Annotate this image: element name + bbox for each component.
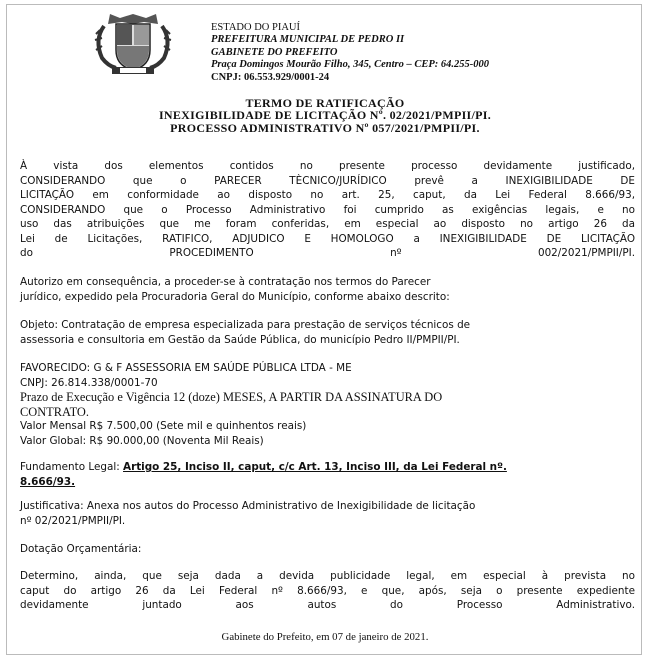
title-line-1: TERMO DE RATIFICAÇÃO: [245, 96, 405, 110]
text-line: nº 02/2021/PMPII/PI.: [20, 514, 126, 527]
text-line: Autorizo em consequência, a proceder-se à contratação nos termos do Parecer: [20, 276, 431, 288]
text-line: CONSIDERANDO que o PARECER TÈCNICO/JURÍDICO prevê a INEXIGIBILIDADE DE: [20, 174, 635, 187]
justification-paragraph: [20, 499, 635, 528]
monthly-value: Valor Mensal R$ 7.500,00 (Sete mil e quinhentos reais): [20, 420, 307, 432]
prefecture-name: PREFEITURA MUNICIPAL DE PEDRO II: [211, 34, 405, 46]
text-line: do PROCEDIMENTO nº 002/2021/PMPII/PI.: [20, 247, 635, 259]
text-line: jurídico, expedido pela Procuradoria Geral do Município, conforme abaixo descrito:: [20, 290, 450, 303]
text-line: Lei de Licitações, RATIFICO, ADJUDICO E HOMOLOGO a INEXIGIBILIDADE DE LICITAÇÃO: [20, 232, 635, 245]
text-line: CONSIDERANDO que o Processo Administrativo foi cumprido as exigências legais, e no: [20, 203, 635, 216]
prefecture-cnpj: CNPJ: 06.553.929/0001-24: [211, 71, 330, 83]
prefecture-address: Praça Domingos Mourão Filho, 345, Centro – CEP: 64.255-000: [211, 59, 489, 71]
text-line: Objeto: Contratação de empresa especializada para prestação de serviços técnicos de: [20, 319, 471, 331]
text-line: uso das atribuições que me foram conferidas, em especial ao disposto no artigo 26 da: [20, 218, 635, 230]
title-line-2: INEXIGIBILIDADE DE LICITAÇÃO Nº. 02/2021/PMPII/PI.: [158, 108, 492, 123]
text-line: À vista dos elementos contidos no presente processo devidamente justificado,: [20, 160, 635, 172]
global-value: Valor Global: R$ 90.000,00 (Noventa Mil Reais): [20, 434, 264, 447]
text-line: Justificativa: Anexa nos autos do Processo Administrativo de Inexigibilidade de licitação: [20, 500, 476, 512]
legal-basis-label: Fundamento Legal:: [20, 461, 124, 473]
text-line: assessoria e consultoria em Gestão da Saúde Pública, do município Pedro II/PMPII/PI.: [20, 333, 460, 346]
object-paragraph: [20, 318, 635, 347]
budget-allocation: Dotação Orçamentária:: [20, 543, 142, 555]
text-line: Determino, ainda, que seja dada a devida publicidade legal, em especial à prevista no: [20, 570, 635, 582]
text-line: LICITAÇÃO em conformidade ao disposto no art. 25, caput, da Lei Federal 8.666/93,: [20, 189, 635, 201]
office-name: GABINETE DO PREFEITO: [211, 46, 338, 58]
term-line-1: Prazo de Execução e Vigência 12 (doze) MESES, A PARTIR DA ASSINATURA DO: [20, 390, 443, 404]
document-title: [0, 97, 650, 134]
text-line: caput do artigo 26 da Lei Federal nº 8.666/93, e que, após, seja o presente expediente: [20, 584, 635, 597]
term-line-2: CONTRATO.: [20, 404, 89, 419]
ratification-paragraph: [20, 159, 635, 261]
text-line: devidamente juntado aos autos do Processo Administrativo.: [20, 599, 635, 611]
state-name: ESTADO DO PIAUÍ: [211, 22, 300, 33]
legal-basis-text-2: 8.666/93.: [20, 475, 76, 488]
signature-place-date: Gabinete do Prefeito, em 07 de janeiro de 2021.: [221, 631, 429, 643]
company-cnpj: CNPJ: 26.814.338/0001-70: [20, 376, 158, 389]
determination-paragraph: [20, 569, 635, 613]
contract-details: [20, 361, 635, 448]
legal-basis: [20, 460, 635, 489]
legal-basis-text-1: Artigo 25, Inciso II, caput, c/c Art. 13, Inciso III, da Lei Federal nº.: [123, 461, 507, 473]
favored-company: FAVORECIDO: G & F ASSESSORIA EM SAÚDE PÚBLICA LTDA - ME: [20, 362, 352, 374]
municipal-coat-of-arms-icon: [86, 10, 180, 76]
authorization-paragraph: [20, 275, 635, 304]
title-line-3: PROCESSO ADMINISTRATIVO Nº 057/2021/PMPII/PI.: [170, 120, 480, 135]
letterhead: [211, 22, 489, 84]
